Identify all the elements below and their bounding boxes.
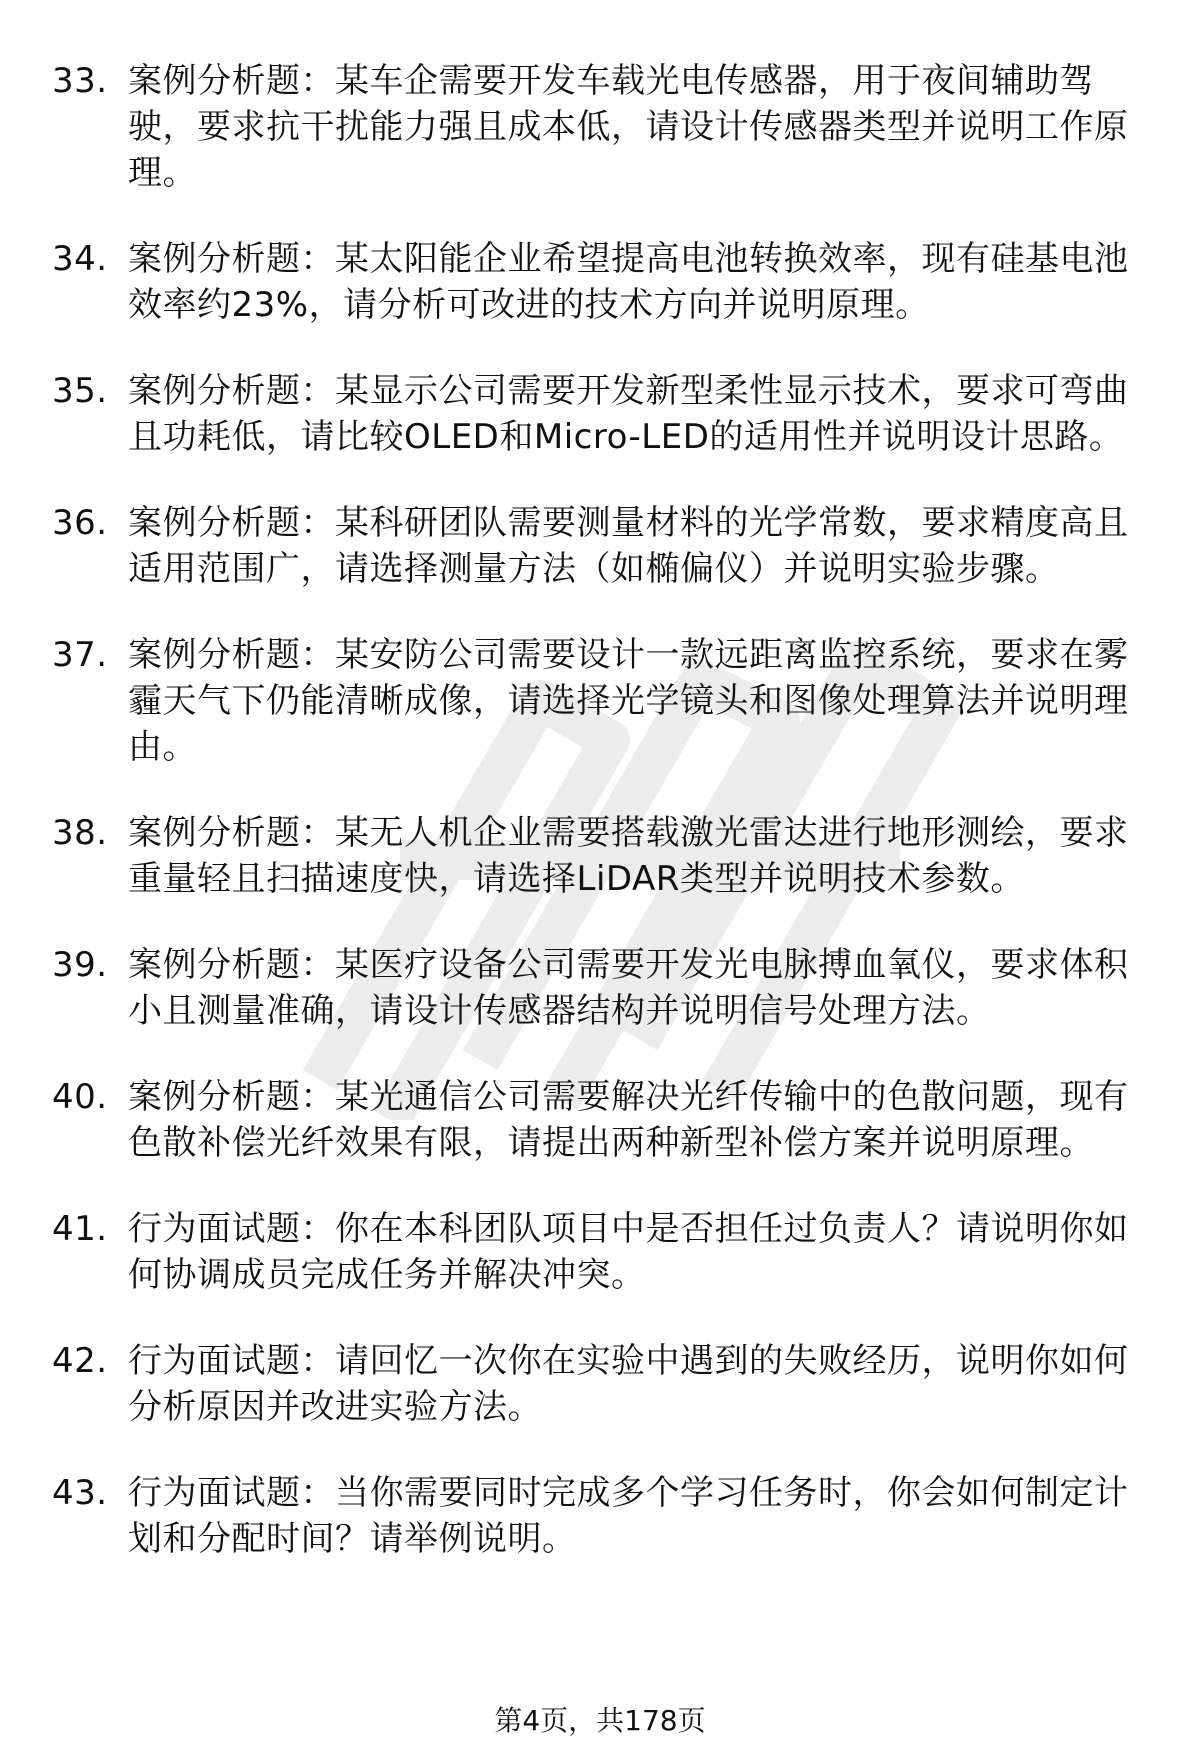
question-number: 35. <box>52 371 108 411</box>
question-text: 案例分析题：某光通信公司需要解决光纤传输中的色散问题，现有色散补偿光纤效果有限，请提出两种新型补偿方案并说明原理。 <box>128 1077 1129 1163</box>
question-list <box>0 58 1200 1602</box>
page-footer <box>0 1703 1200 1739</box>
question-item-34 <box>0 236 1200 328</box>
question-item-37 <box>0 632 1200 770</box>
question-number: 40. <box>52 1077 108 1117</box>
question-text: 案例分析题：某无人机企业需要搭载激光雷达进行地形测绘，要求重量轻且扫描速度快，请选择LiDAR类型并说明技术参数。 <box>128 813 1129 899</box>
question-item-35 <box>0 368 1200 460</box>
question-item-42 <box>0 1338 1200 1430</box>
question-number: 39. <box>52 945 108 985</box>
question-text: 案例分析题：某安防公司需要设计一款远距离监控系统，要求在雾霾天气下仍能清晰成像，请选择光学镜头和图像处理算法并说明理由。 <box>128 635 1129 767</box>
question-item-39 <box>0 942 1200 1034</box>
question-number: 42. <box>52 1341 108 1381</box>
question-text: 行为面试题：当你需要同时完成多个学习任务时，你会如何制定计划和分配时间？请举例说明。 <box>128 1473 1129 1559</box>
question-text: 案例分析题：某科研团队需要测量材料的光学常数，要求精度高且适用范围广，请选择测量方法（如椭偏仪）并说明实验步骤。 <box>128 503 1129 589</box>
question-item-38 <box>0 810 1200 902</box>
page-number-label: 第4页，共178页 <box>494 1704 706 1737</box>
question-item-33 <box>0 58 1200 196</box>
question-text: 案例分析题：某医疗设备公司需要开发光电脉搏血氧仪，要求体积小且测量准确，请设计传感器结构并说明信号处理方法。 <box>128 945 1129 1031</box>
question-text: 行为面试题：请回忆一次你在实验中遇到的失败经历，说明你如何分析原因并改进实验方法。 <box>128 1341 1129 1427</box>
question-number: 37. <box>52 635 108 675</box>
question-number: 43. <box>52 1473 108 1513</box>
question-item-41 <box>0 1206 1200 1298</box>
question-text: 行为面试题：你在本科团队项目中是否担任过负责人？请说明你如何协调成员完成任务并解决冲突。 <box>128 1209 1129 1295</box>
question-text: 案例分析题：某车企需要开发车载光电传感器，用于夜间辅助驾驶，要求抗干扰能力强且成本低，请设计传感器类型并说明工作原理。 <box>128 61 1129 193</box>
question-item-40 <box>0 1074 1200 1166</box>
question-number: 34. <box>52 239 108 279</box>
question-text: 案例分析题：某太阳能企业希望提高电池转换效率，现有硅基电池效率约23%，请分析可改进的技术方向并说明原理。 <box>128 239 1129 325</box>
question-number: 41. <box>52 1209 108 1249</box>
question-number: 38. <box>52 813 108 853</box>
question-item-36 <box>0 500 1200 592</box>
question-number: 33. <box>52 61 108 101</box>
question-item-43 <box>0 1470 1200 1562</box>
question-text: 案例分析题：某显示公司需要开发新型柔性显示技术，要求可弯曲且功耗低，请比较OLED和Micro-LED的适用性并说明设计思路。 <box>128 371 1129 457</box>
question-number: 36. <box>52 503 108 543</box>
